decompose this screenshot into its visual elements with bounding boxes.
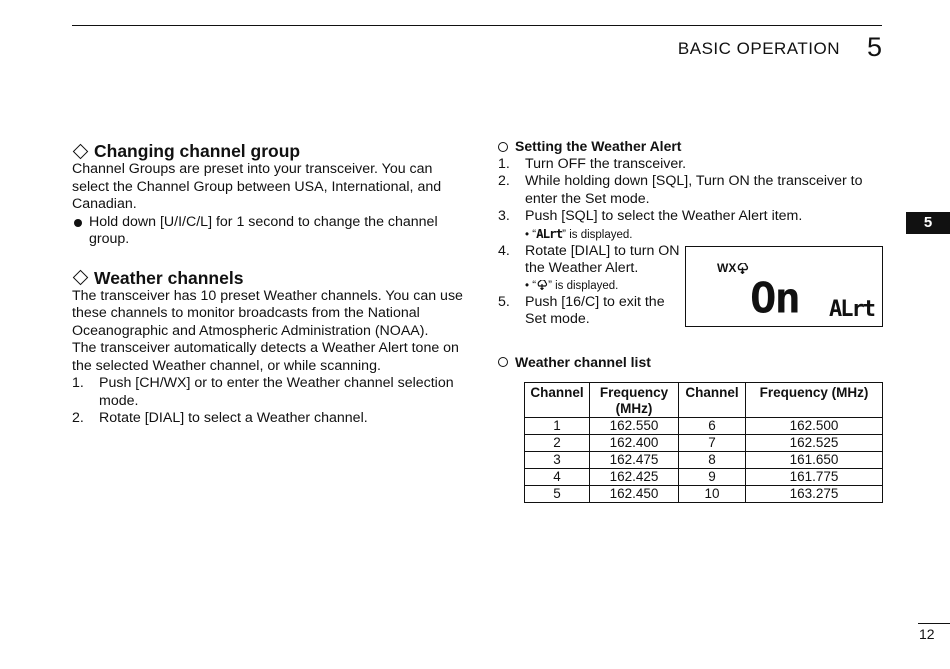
step-number: 5. bbox=[498, 293, 510, 310]
table-cell: 162.400 bbox=[590, 435, 679, 452]
table-cell: 5 bbox=[525, 486, 590, 503]
step-number: 3. bbox=[498, 208, 510, 224]
weather-alert-icon bbox=[736, 263, 749, 274]
table-cell: 3 bbox=[525, 452, 590, 469]
step-number: 1. bbox=[72, 375, 84, 391]
section-title: BASIC OPERATION bbox=[677, 39, 840, 58]
diamond-icon bbox=[73, 270, 89, 286]
page-number: 12 bbox=[919, 626, 935, 642]
table-cell: 162.500 bbox=[746, 418, 883, 435]
weather-heading-text: Weather channels bbox=[94, 267, 244, 288]
footer-rule bbox=[918, 623, 950, 624]
step-text: While holding down [SQL], Turn ON the transceiver to enter the Set mode. bbox=[525, 173, 863, 207]
step-number: 1. bbox=[498, 155, 510, 172]
table-cell: 9 bbox=[679, 469, 746, 486]
lcd-wx-indicator: WX bbox=[717, 261, 749, 275]
table-cell: 1 bbox=[525, 418, 590, 435]
column-header: Frequency (MHz) bbox=[746, 383, 883, 418]
table-cell: 162.525 bbox=[746, 435, 883, 452]
table-cell: 161.775 bbox=[746, 469, 883, 486]
table-cell: 6 bbox=[679, 418, 746, 435]
channel-group-body: Channel Groups are preset into your transceiver. You can select the Channel Group between USA, International, and Canadian. bbox=[72, 161, 442, 212]
table-row bbox=[525, 418, 883, 435]
circle-bullet-icon bbox=[498, 357, 508, 367]
step-text: Turn OFF the transceiver. bbox=[525, 155, 687, 172]
left-column bbox=[72, 141, 464, 428]
table-cell: 162.425 bbox=[590, 469, 679, 486]
step-number: 2. bbox=[498, 173, 510, 189]
lcd-label: ALrt bbox=[829, 297, 874, 322]
step-text: Push [16/C] to exit the Set mode. bbox=[525, 293, 665, 327]
section-tab: 5 bbox=[906, 212, 950, 234]
column-header: Frequency (MHz) bbox=[590, 383, 679, 418]
table-row bbox=[525, 435, 883, 452]
step-text: Push [CH/WX] or to enter the Weather channel selection mode. bbox=[99, 375, 454, 409]
channel-group-bullet bbox=[72, 214, 464, 249]
table-cell: 8 bbox=[679, 452, 746, 469]
step-text: Rotate [DIAL] to select a Weather channel. bbox=[99, 410, 368, 426]
alert-step-4 bbox=[498, 243, 683, 278]
lcd-value: On bbox=[750, 274, 799, 323]
table-header-row bbox=[525, 383, 883, 418]
table-cell: 10 bbox=[679, 486, 746, 503]
table-cell: 4 bbox=[525, 469, 590, 486]
table-cell: 162.475 bbox=[590, 452, 679, 469]
table-cell: 162.450 bbox=[590, 486, 679, 503]
alert-step-2 bbox=[498, 173, 888, 208]
bullet-icon bbox=[74, 219, 82, 227]
table-cell: 162.550 bbox=[590, 418, 679, 435]
header-rule bbox=[72, 25, 882, 26]
weather-step-1 bbox=[72, 375, 464, 410]
alert-step-3 bbox=[498, 208, 888, 226]
alert-step-5 bbox=[498, 294, 683, 329]
table-cell: 2 bbox=[525, 435, 590, 452]
weather-list-heading bbox=[498, 354, 651, 370]
weather-channel-table bbox=[524, 382, 883, 503]
alert-note-3: • “ALrt” is displayed. bbox=[525, 225, 633, 241]
column-header: Channel bbox=[525, 383, 590, 418]
alert-step-1 bbox=[498, 156, 888, 174]
step-text: Push [SQL] to select the Weather Alert item. bbox=[525, 208, 803, 224]
lcd-display bbox=[685, 246, 883, 327]
weather-step-2 bbox=[72, 410, 464, 428]
table-cell: 163.275 bbox=[746, 486, 883, 503]
bullet-text: Hold down [U/I/C/L] for 1 second to change the channel group. bbox=[89, 213, 438, 247]
step-text: Rotate [DIAL] to turn ON the Weather Alert. bbox=[525, 242, 680, 276]
weather-body-2: The transceiver automatically detects a Weather Alert tone on the selected Weather channel, or while scanning. bbox=[72, 340, 459, 374]
weather-alert-icon bbox=[536, 280, 548, 290]
step-number: 4. bbox=[498, 242, 510, 259]
weather-list-heading-text: Weather channel list bbox=[515, 354, 651, 370]
section-number: 5 bbox=[866, 32, 882, 62]
column-header: Channel bbox=[679, 383, 746, 418]
table-row bbox=[525, 452, 883, 469]
alert-note-4: • “ ” is displayed. bbox=[525, 279, 619, 292]
circle-bullet-icon bbox=[498, 142, 508, 152]
alert-heading bbox=[498, 138, 888, 156]
diamond-icon bbox=[73, 143, 89, 159]
channel-group-heading bbox=[72, 141, 464, 161]
channel-group-heading-text: Changing channel group bbox=[94, 141, 301, 161]
table-row bbox=[525, 469, 883, 486]
step-number: 2. bbox=[72, 410, 84, 426]
table-row bbox=[525, 486, 883, 503]
weather-body-1: The transceiver has 10 preset Weather channels. You can use these channels to monitor broadcasts from the National Oceanographic and Atmospheric Administration (NOAA). bbox=[72, 287, 463, 339]
table-cell: 161.650 bbox=[746, 452, 883, 469]
alrt-lcd-glyph: ALrt bbox=[536, 225, 563, 241]
table-cell: 7 bbox=[679, 435, 746, 452]
weather-heading bbox=[72, 268, 464, 288]
alert-heading-text: Setting the Weather Alert bbox=[515, 138, 682, 154]
